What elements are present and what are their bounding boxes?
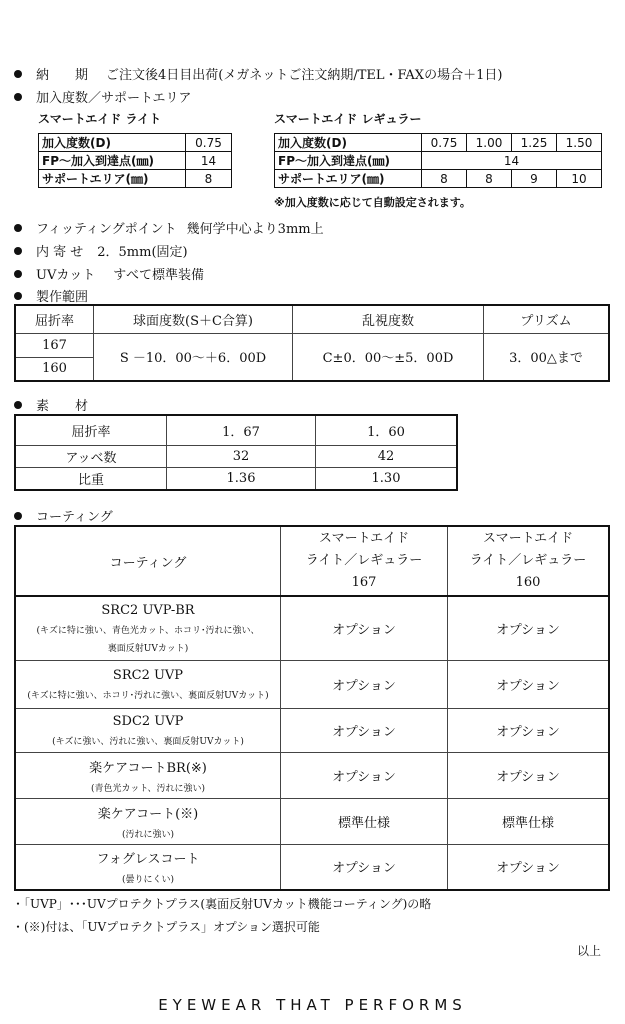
footer-tagline: EYEWEAR THAT PERFORMS (158, 996, 467, 1014)
range-line (14, 286, 88, 305)
material-text: 素 材 (36, 399, 89, 414)
coating-table (14, 525, 610, 891)
coating-name: フォグレスコート (96, 852, 200, 868)
table-row (15, 415, 457, 445)
table-row (15, 305, 609, 333)
delivery-line (14, 64, 502, 83)
table-row (15, 526, 609, 596)
regular-add-label: 加入度数(D) (275, 134, 422, 152)
coating-value-167: オプション (281, 708, 448, 752)
coating-name: SRC2 UVP-BR (101, 602, 195, 618)
table-row (39, 152, 232, 170)
light-support-label: サポートエリア(㎜) (39, 170, 186, 188)
regular-add-value: 1.25 (512, 134, 557, 152)
inset-line (14, 241, 188, 260)
regular-fp-value: 14 (422, 152, 602, 170)
uvcut-label: UVカット (36, 268, 96, 283)
light-spec-table (38, 133, 232, 188)
coating-header-line: スマートエイド (482, 531, 574, 546)
add-support-line (14, 87, 191, 106)
table-row (275, 152, 602, 170)
material-value-b: 42 (316, 445, 458, 467)
end-mark: 以上 (576, 944, 601, 958)
delivery-label: 納 期 (36, 68, 89, 83)
coating-name-cell (15, 752, 281, 798)
coating-desc: (キズに特に強い、青色光カット、ホコリ･汚れに強い、 (36, 625, 260, 636)
range-prism: 3．00△まで (484, 333, 610, 381)
table-row (275, 170, 602, 188)
inset-label: 内 寄 せ (36, 245, 84, 260)
material-value-b: 1．60 (316, 415, 458, 445)
bullet-icon (14, 93, 22, 101)
coating-text: コーティング (36, 510, 113, 525)
regular-note: ※加入度数に応じて自動設定されます。 (274, 196, 471, 209)
coating-value-167: オプション (281, 844, 448, 890)
light-fp-value: 14 (186, 152, 232, 170)
table-row (15, 844, 609, 890)
regular-support-value: 9 (512, 170, 557, 188)
regular-add-value: 1.50 (557, 134, 602, 152)
coating-name-cell (15, 660, 281, 708)
range-header-cyl: 乱視度数 (293, 305, 484, 333)
range-index-167: 167 (15, 333, 94, 357)
coating-value-160: オプション (448, 596, 610, 660)
material-value-a: 1．67 (167, 415, 316, 445)
range-text: 製作範囲 (36, 290, 89, 305)
range-sphere: S －10．00～＋6．00D (94, 333, 293, 381)
coating-value-160: オプション (448, 660, 610, 708)
bullet-icon (14, 292, 22, 300)
coating-name-cell (15, 798, 281, 844)
range-index-160: 160 (15, 357, 94, 381)
light-add-label: 加入度数(D) (39, 134, 186, 152)
regular-spec-table (274, 133, 602, 188)
add-support-text: 加入度数／サポートエリア (36, 91, 192, 106)
material-value-a: 32 (167, 445, 316, 467)
coating-value-160: オプション (448, 844, 610, 890)
coating-header-line: ライト／レギュラー (469, 553, 587, 568)
coating-value-167: オプション (281, 596, 448, 660)
light-add-value: 0.75 (186, 134, 232, 152)
table-row (15, 333, 609, 357)
table-row (15, 445, 457, 467)
material-value-a: 1.36 (167, 467, 316, 490)
coating-name: 楽ケアコート(※) (97, 806, 199, 822)
uvcut-text: すべて標準装備 (113, 268, 204, 283)
table-row (275, 134, 602, 152)
range-header-sphere: 球面度数(S＋C合算) (94, 305, 293, 333)
table-row (15, 708, 609, 752)
table-row (15, 752, 609, 798)
coating-header-160 (448, 526, 610, 596)
coating-desc: (汚れに強い) (121, 829, 175, 840)
bullet-icon (14, 224, 22, 232)
material-label: 屈折率 (15, 415, 167, 445)
fitting-text: 幾何学中心より3mm上 (186, 222, 324, 237)
regular-support-value: 8 (422, 170, 467, 188)
material-label: アッベ数 (15, 445, 167, 467)
range-header-prism: プリズム (484, 305, 610, 333)
range-table (14, 304, 610, 382)
regular-support-label: サポートエリア(㎜) (275, 170, 422, 188)
table-row (15, 798, 609, 844)
inset-text: 2．5mm(固定) (97, 245, 188, 260)
coating-desc: 裏面反射UVカット) (107, 643, 189, 654)
table-row (39, 170, 232, 188)
fitting-line (14, 218, 324, 237)
range-header-index: 屈折率 (15, 305, 94, 333)
bullet-icon (14, 401, 22, 409)
coating-desc: (青色光カット、汚れに強い) (90, 783, 206, 794)
coating-header-167 (281, 526, 448, 596)
bullet-icon (14, 70, 22, 78)
uvcut-line (14, 264, 204, 283)
bullet-icon (14, 512, 22, 520)
regular-add-value: 1.00 (467, 134, 512, 152)
table-row (15, 467, 457, 490)
note-asterisk: ・(※)付は、「UVプロテクトプラス」オプション選択可能 (12, 920, 320, 934)
regular-support-value: 10 (557, 170, 602, 188)
coating-value-160: オプション (448, 708, 610, 752)
coating-desc: (キズに強い、汚れに強い、裏面反射UVカット) (52, 736, 244, 747)
light-title: スマートエイド ライト (38, 112, 162, 126)
coating-line (14, 506, 113, 525)
coating-name-cell (15, 844, 281, 890)
coating-desc: (キズに特に強い、ホコリ･汚れに強い、裏面反射UVカット) (27, 690, 269, 701)
regular-title: スマートエイド レギュラー (274, 112, 422, 126)
table-row (15, 596, 609, 660)
table-row (39, 134, 232, 152)
light-fp-label: FP～加入到達点(㎜) (39, 152, 186, 170)
coating-value-167: 標準仕様 (281, 798, 448, 844)
material-value-b: 1.30 (316, 467, 458, 490)
fitting-label: フィッティングポイント (36, 222, 177, 237)
coating-header-label: コーティング (15, 526, 281, 596)
coating-header-line: 167 (351, 575, 377, 590)
coating-value-167: オプション (281, 752, 448, 798)
coating-name-cell (15, 708, 281, 752)
coating-name: SDC2 UVP (112, 713, 184, 729)
regular-support-value: 8 (467, 170, 512, 188)
coating-header-line: ライト／レギュラー (305, 553, 423, 568)
bullet-icon (14, 247, 22, 255)
coating-name: 楽ケアコートBR(※) (89, 760, 207, 776)
material-label: 比重 (15, 467, 167, 490)
coating-name-cell (15, 596, 281, 660)
coating-value-160: 標準仕様 (448, 798, 610, 844)
regular-add-value: 0.75 (422, 134, 467, 152)
note-uvp: ・「UVP」･･･UVプロテクトプラス(裏面反射UVカット機能コーティング)の略 (12, 897, 432, 911)
delivery-text: ご注文後4日目出荷(メガネットご注文納期/TEL・FAXの場合＋1日) (106, 68, 503, 83)
range-cyl: C±0．00～±5．00D (293, 333, 484, 381)
material-line (14, 395, 88, 414)
coating-value-167: オプション (281, 660, 448, 708)
light-support-value: 8 (186, 170, 232, 188)
regular-fp-label: FP～加入到達点(㎜) (275, 152, 422, 170)
coating-header-line: スマートエイド (318, 531, 410, 546)
material-table (14, 414, 458, 491)
bullet-icon (14, 270, 22, 278)
table-row (15, 660, 609, 708)
coating-value-160: オプション (448, 752, 610, 798)
coating-desc: (曇りにくい) (121, 875, 175, 886)
coating-name: SRC2 UVP (112, 667, 184, 683)
coating-header-line: 160 (515, 575, 541, 590)
